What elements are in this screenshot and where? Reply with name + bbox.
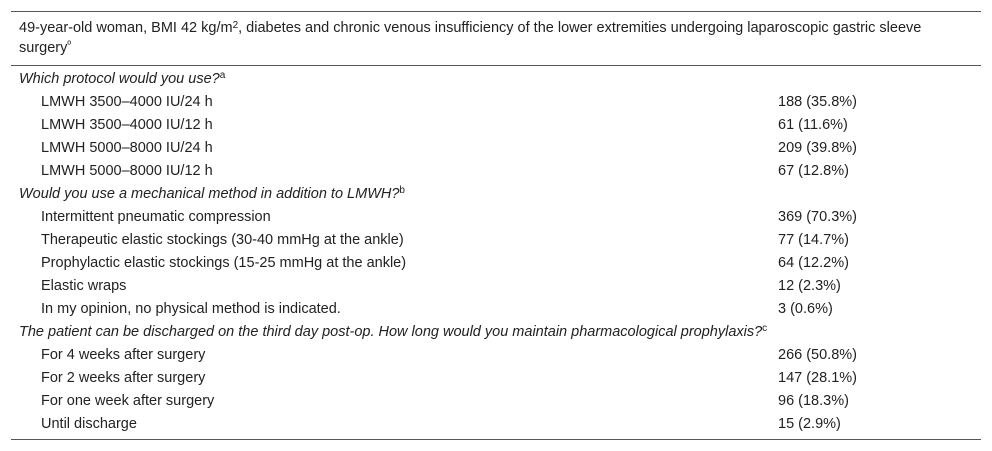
table-row (11, 413, 981, 436)
table-row (11, 229, 981, 252)
table-row (11, 91, 981, 114)
row-value: 147 (28.1%) (778, 370, 857, 386)
row-label: Elastic wraps (41, 278, 127, 294)
row-label: LMWH 5000–8000 IU/24 h (41, 140, 213, 156)
row-label: LMWH 3500–4000 IU/24 h (41, 94, 213, 110)
section-title-duration (11, 321, 981, 344)
header-text-start: 49-year-old woman, BMI 42 kg/m (19, 20, 233, 36)
row-label: Prophylactic elastic stockings (15-25 mmHg at the ankle) (41, 255, 407, 271)
row-label: LMWH 5000–8000 IU/12 h (41, 163, 213, 179)
footnote-mark: c (762, 323, 768, 334)
row-label: For 2 weeks after surgery (41, 370, 206, 386)
row-value: 188 (35.8%) (778, 94, 857, 110)
row-value: 77 (14.7%) (778, 232, 849, 248)
table-row (11, 298, 981, 321)
table-row (11, 206, 981, 229)
row-label: Intermittent pneumatic compression (41, 209, 271, 225)
table-row (11, 252, 981, 275)
row-value: 12 (2.3%) (778, 278, 841, 294)
row-value: 15 (2.9%) (778, 416, 841, 432)
header-text-end: , diabetes and chronic venous insufficiency of the lower extremities undergoing laparoscopic gastric sleeve surgery (19, 20, 922, 56)
table-row (11, 367, 981, 390)
section-title-text: Which protocol would you use? (19, 71, 220, 87)
row-value: 67 (12.8%) (778, 163, 849, 179)
footnote-mark: a (219, 70, 226, 81)
row-value: 369 (70.3%) (778, 209, 857, 225)
table-row (11, 344, 981, 367)
row-value: 3 (0.6%) (778, 301, 833, 317)
row-label: Until discharge (41, 416, 137, 432)
table-row (11, 137, 981, 160)
header-footnote-mark: º (67, 40, 72, 51)
table-row (11, 390, 981, 413)
row-value: 64 (12.2%) (778, 255, 849, 271)
row-value: 266 (50.8%) (778, 347, 857, 363)
row-label: LMWH 3500–4000 IU/12 h (41, 117, 213, 133)
table-row (11, 160, 981, 183)
table-header (11, 11, 981, 66)
row-label: In my opinion, no physical method is indicated. (41, 301, 341, 317)
table-row (11, 114, 981, 137)
section-title-text: The patient can be discharged on the third day post-op. How long would you maintain pharmacological prophylaxis? (19, 324, 763, 340)
row-label: For 4 weeks after surgery (41, 347, 206, 363)
row-value: 209 (39.8%) (778, 140, 857, 156)
row-label: Therapeutic elastic stockings (30-40 mmHg at the ankle) (41, 232, 404, 248)
section-title-text: Would you use a mechanical method in addition to LMWH? (19, 186, 400, 202)
section-title-mechanical (11, 183, 981, 206)
section-title-protocol (11, 68, 981, 91)
survey-table (11, 11, 981, 440)
header-superscript: 2 (232, 20, 239, 31)
row-value: 61 (11.6%) (778, 117, 848, 133)
row-label: For one week after surgery (41, 393, 215, 409)
table-row (11, 275, 981, 298)
row-value: 96 (18.3%) (778, 393, 849, 409)
table-body (11, 66, 981, 440)
footnote-mark: b (399, 185, 405, 196)
